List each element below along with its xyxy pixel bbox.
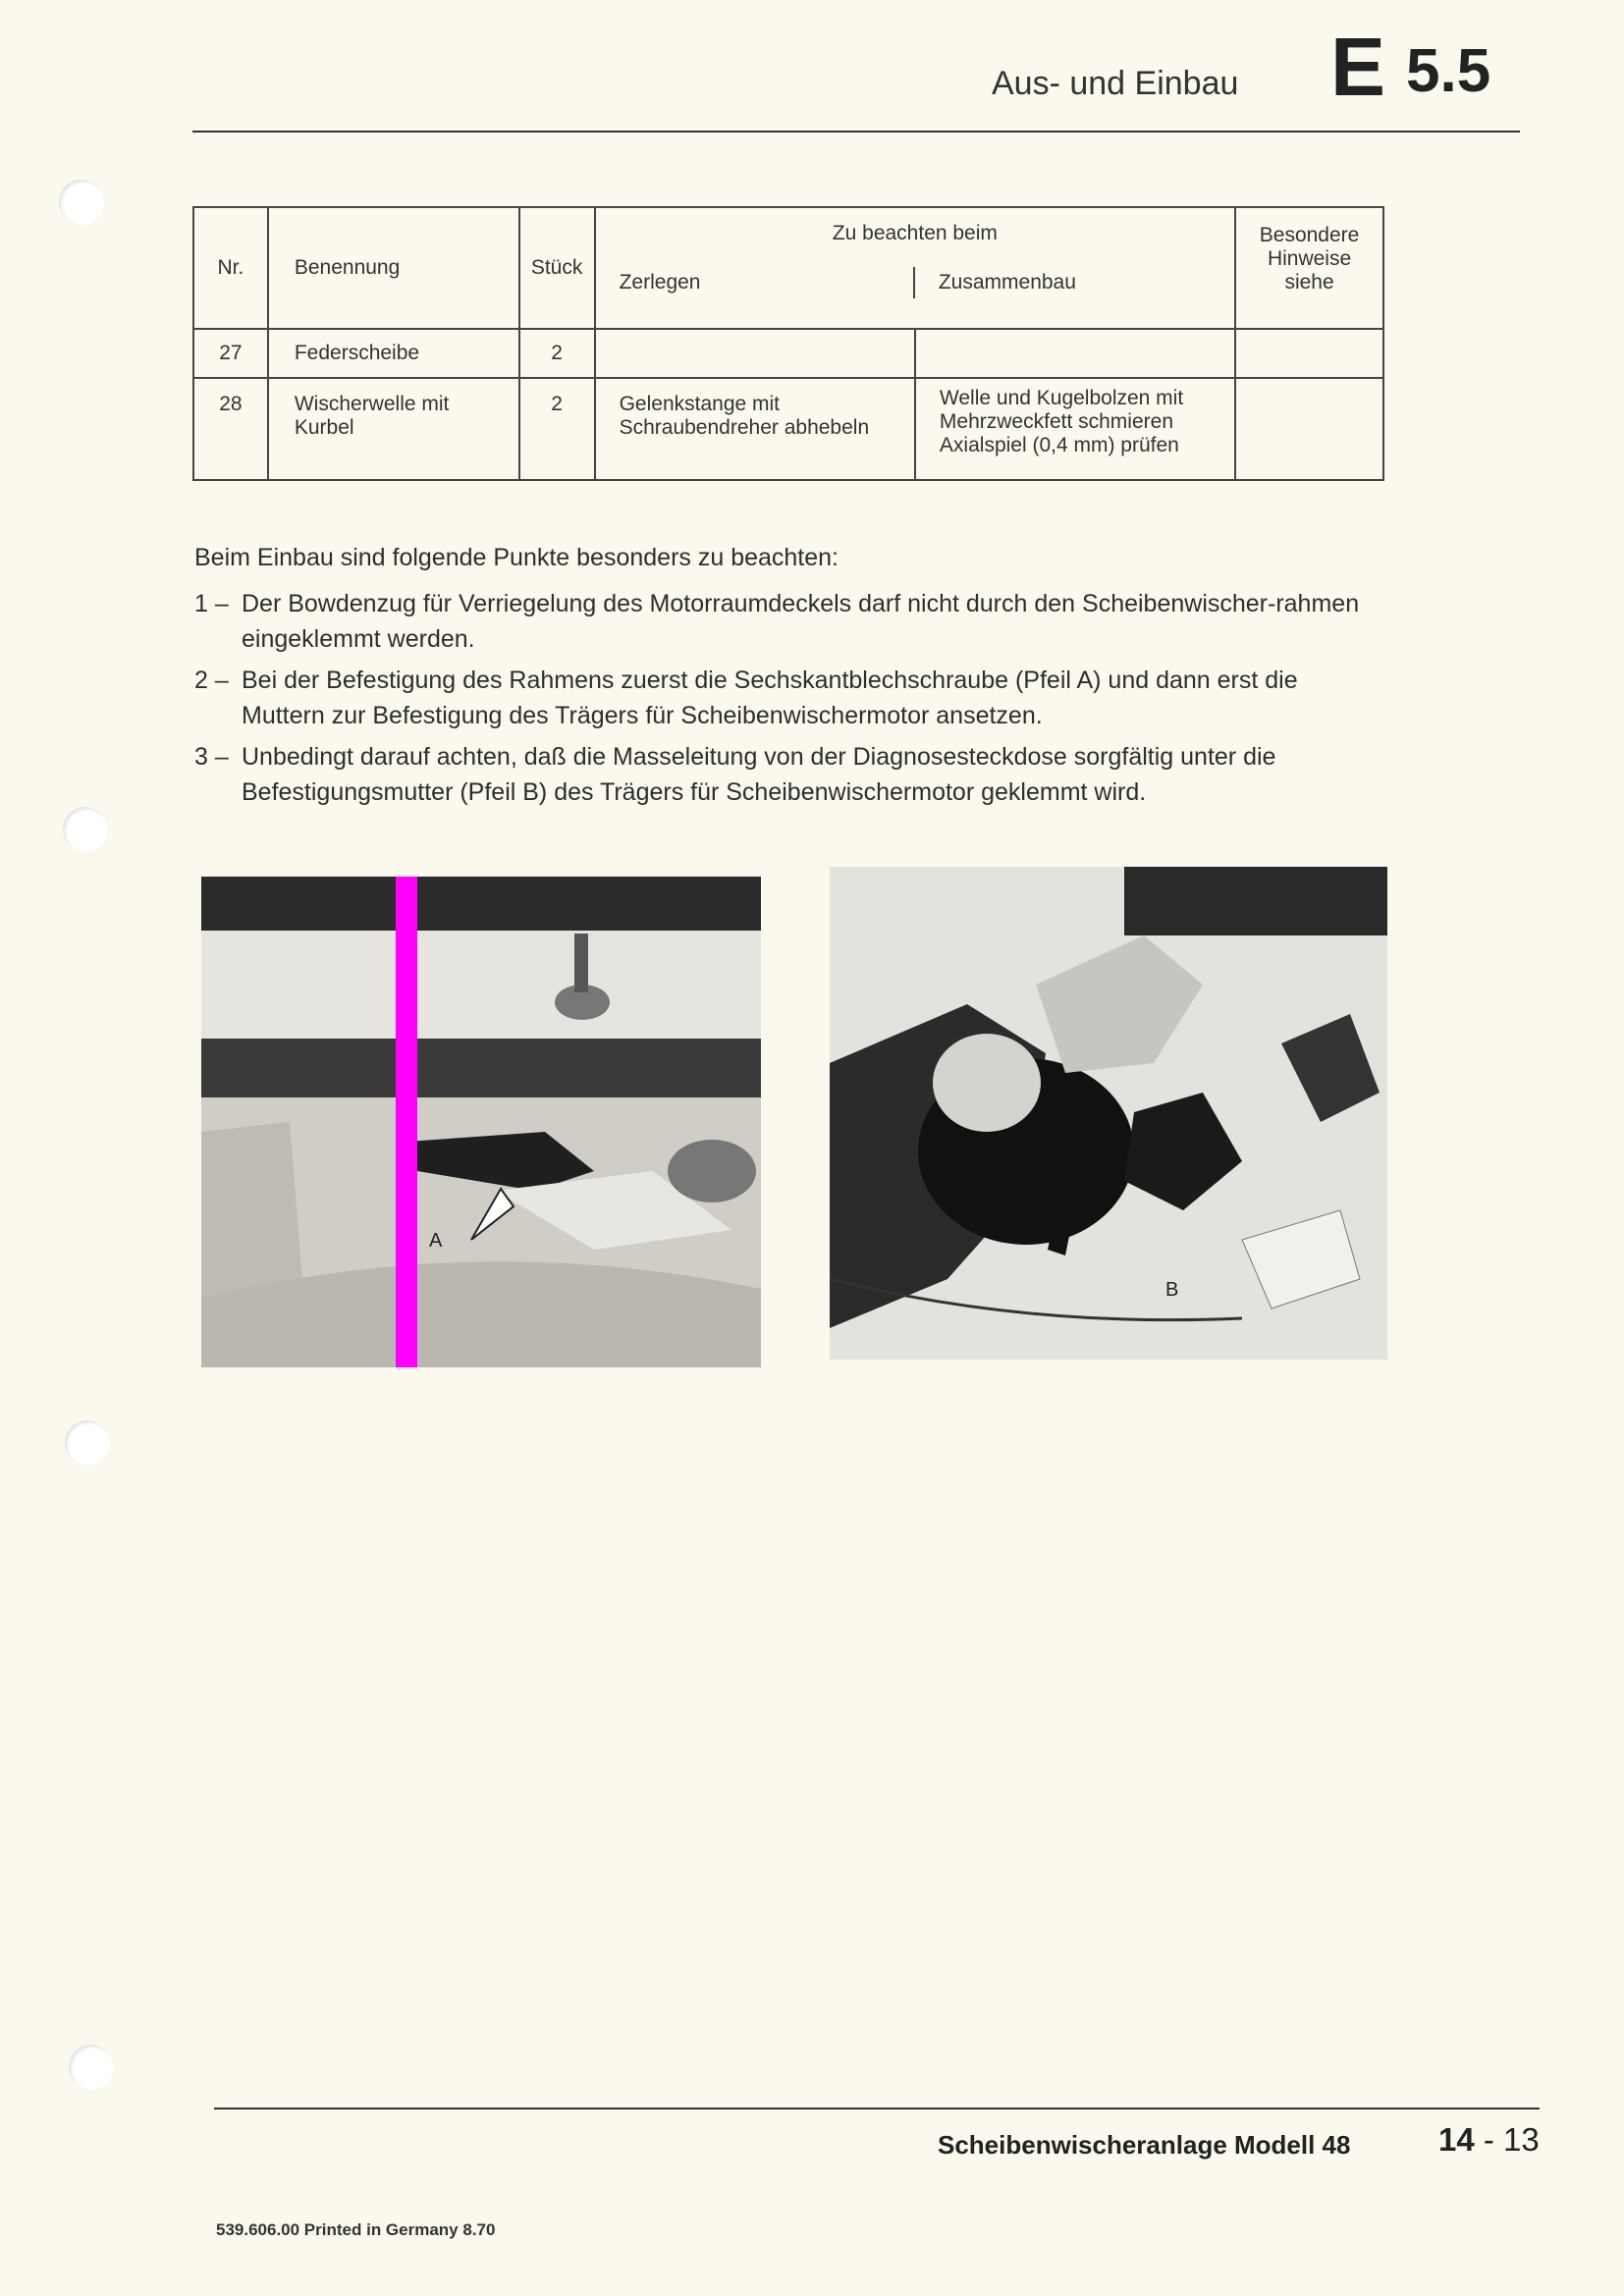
punch-hole xyxy=(59,180,104,225)
cell-nr: 28 xyxy=(193,378,268,480)
photo-left xyxy=(201,877,761,1367)
header-zu-beachten xyxy=(595,207,1236,329)
instruction-number: 2 – xyxy=(194,667,229,694)
instruction-item xyxy=(194,739,1387,810)
cell-benennung: Federscheibe xyxy=(268,329,519,378)
table-row xyxy=(193,378,1383,480)
header-subcolumns xyxy=(596,267,1235,298)
header-nr: Nr. xyxy=(193,207,268,329)
instruction-text: Bei der Befestigung des Rahmens zuerst die Sechskantblechschraube (Pfeil A) und dann erst die Muttern zur Befestigung des Trägers für Scheibenwischermotor ansetzen. xyxy=(242,667,1298,729)
table-row xyxy=(193,329,1383,378)
instruction-number: 1 – xyxy=(194,590,229,617)
photo-left-image xyxy=(201,877,761,1367)
header-rule xyxy=(192,131,1520,133)
header-benennung: Benennung xyxy=(268,207,519,329)
cell-zusammenbau: Welle und Kugelbolzen mit Mehrzweckfett schmieren Axialspiel (0,4 mm) prüfen xyxy=(915,378,1235,480)
table-header-row xyxy=(193,207,1383,329)
header-zerlegen: Zerlegen xyxy=(596,267,915,298)
parts-table xyxy=(192,206,1384,481)
cell-zerlegen: Gelenkstange mit Schraubendreher abhebeln xyxy=(595,378,915,480)
punch-hole xyxy=(69,2045,114,2090)
photo-right-image xyxy=(830,867,1387,1360)
cell-nr: 27 xyxy=(193,329,268,378)
cell-stueck: 2 xyxy=(519,378,595,480)
footer-title: Scheibenwischeranlage Modell 48 xyxy=(938,2130,1351,2160)
instruction-item xyxy=(194,663,1387,733)
header-stueck: Stück xyxy=(519,207,595,329)
cell-stueck: 2 xyxy=(519,329,595,378)
photo-right xyxy=(830,867,1387,1360)
instructions-intro: Beim Einbau sind folgende Punkte besonders zu beachten: xyxy=(194,544,839,571)
cell-zusammenbau xyxy=(915,329,1235,378)
instruction-item xyxy=(194,586,1387,657)
page-title: Aus- und Einbau xyxy=(992,65,1239,102)
print-note: 539.606.00 Printed in Germany 8.70 xyxy=(216,2220,496,2239)
page-number-chapter: 14 xyxy=(1438,2121,1475,2158)
section-number: 5.5 xyxy=(1406,37,1491,105)
header-hinweise: Besondere Hinweise siehe xyxy=(1235,207,1383,329)
header-zusammenbau: Zusammenbau xyxy=(938,271,1076,294)
page-number xyxy=(1438,2121,1540,2159)
cell-hinweise xyxy=(1235,329,1383,378)
cell-zerlegen xyxy=(595,329,915,378)
footer-rule xyxy=(214,2108,1540,2109)
section-letter: E xyxy=(1330,21,1386,113)
photo-label-b: B xyxy=(1165,1279,1179,1301)
punch-hole xyxy=(65,1420,110,1466)
instruction-text: Unbedingt darauf achten, daß die Masseleitung von der Diagnosesteckdose sorgfältig unter die Befestigungsmutter (Pfeil B) des Trägers für Scheibenwischermotor geklemmt wird. xyxy=(242,743,1276,806)
page-number-page: - 13 xyxy=(1483,2121,1540,2158)
header-zu-beachten-label: Zu beachten beim xyxy=(832,222,998,244)
scan-artifact-line xyxy=(396,877,417,1367)
instruction-text: Der Bowdenzug für Verriegelung des Motorraumdeckels darf nicht durch den Scheibenwischer-rahmen eingeklemmt werden. xyxy=(242,590,1360,653)
photo-label-a: A xyxy=(429,1230,443,1252)
punch-hole xyxy=(63,807,108,852)
cell-hinweise xyxy=(1235,378,1383,480)
cell-benennung: Wischerwelle mit Kurbel xyxy=(268,378,519,480)
instruction-number: 3 – xyxy=(194,743,229,771)
